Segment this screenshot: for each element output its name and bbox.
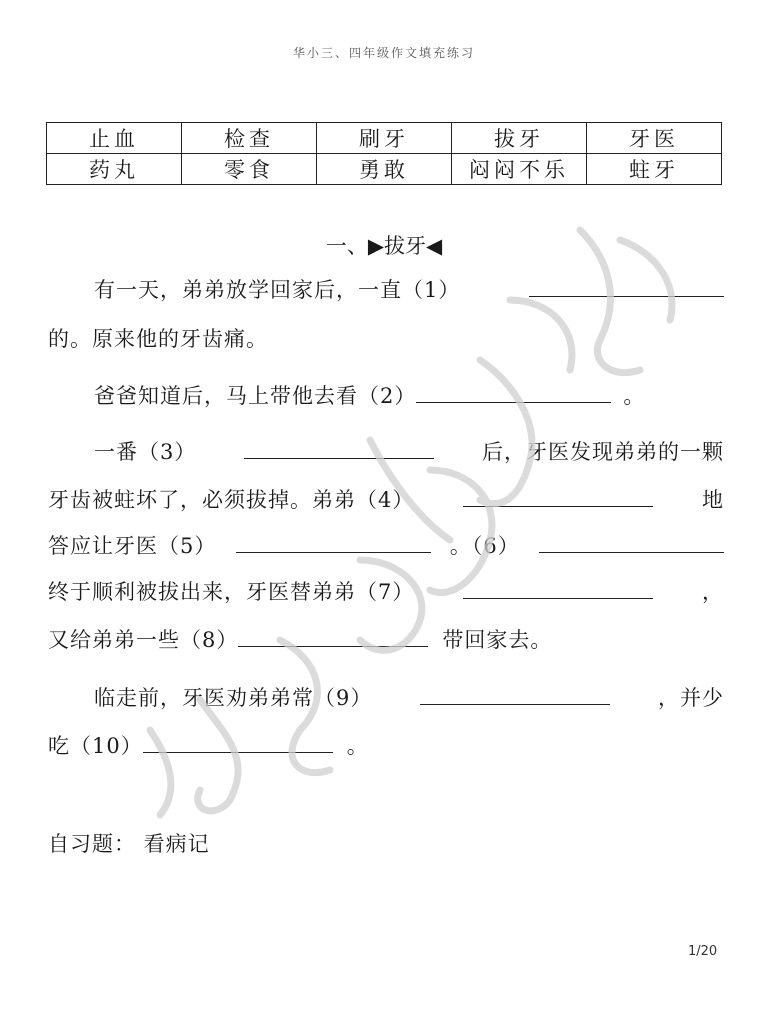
word-cell: 药丸 [47, 154, 182, 185]
word-cell: 勇敢 [317, 154, 452, 185]
blank-5[interactable] [236, 530, 431, 553]
word-cell: 刷牙 [317, 123, 452, 154]
passage-text: ， [701, 580, 724, 604]
passage-text: 吃（10） [48, 734, 143, 758]
passage-line-2 [48, 324, 724, 354]
passage-text: 牙齿被蛀坏了，必须拔掉。弟弟（4） [48, 488, 415, 512]
passage-text: 答应让牙医（5） [48, 534, 217, 558]
blank-8[interactable] [238, 624, 428, 647]
blank-9[interactable] [420, 682, 610, 705]
passage-text: 带回家去。 [442, 628, 553, 652]
passage-line-4 [48, 436, 724, 467]
passage-text: 。（6） [449, 534, 520, 558]
word-cell: 蛀牙 [587, 154, 722, 185]
word-cell: 拔牙 [452, 123, 587, 154]
word-bank-table [46, 122, 722, 185]
word-cell: 零食 [182, 154, 317, 185]
passage-line-3 [48, 380, 724, 411]
passage-text: 爸爸知道后，马上带他去看（2） [94, 384, 417, 408]
passage-text: 临走前，牙医劝弟弟常（9） [94, 686, 373, 710]
passage-line-10 [48, 730, 724, 761]
passage-text: 。 [623, 384, 646, 408]
word-cell: 止血 [47, 123, 182, 154]
blank-7[interactable] [463, 576, 653, 599]
passage-text: 。 [346, 734, 369, 758]
passage-text: 一番（3） [94, 440, 197, 464]
word-bank-row [47, 154, 722, 185]
passage-text: 地 [701, 488, 724, 512]
passage-text: 的。原来他的牙齿痛。 [48, 327, 268, 351]
blank-3[interactable] [244, 436, 434, 459]
word-cell: 牙医 [587, 123, 722, 154]
passage-line-9 [48, 682, 724, 713]
passage-text: 终于顺利被拔出来，牙医替弟弟（7） [48, 580, 415, 604]
word-cell: 闷闷不乐 [452, 154, 587, 185]
passage-line-7 [48, 576, 724, 607]
blank-2[interactable] [416, 380, 611, 403]
passage-line-6 [48, 530, 724, 561]
passage-line-1 [48, 274, 724, 305]
word-cell: 检查 [182, 123, 317, 154]
passage-text: 有一天，弟弟放学回家后，一直（1） [94, 278, 461, 302]
passage-line-8 [48, 624, 724, 655]
section-title: 一、▶拔牙◀ [325, 234, 443, 258]
exercise-title: 自习题： 看病记 [48, 832, 210, 856]
page-number: 1/20 [688, 944, 718, 959]
passage-text: 后，牙医发现弟弟的一颗 [482, 440, 724, 464]
blank-10[interactable] [143, 730, 333, 753]
passage-text: ，并少 [658, 686, 724, 710]
blank-6[interactable] [539, 530, 724, 553]
blank-1[interactable] [529, 274, 724, 297]
passage-line-5 [48, 484, 724, 515]
passage-text: 又给弟弟一些（8） [48, 628, 239, 652]
page-header: 华小三、四年级作文填充练习 [292, 46, 475, 60]
word-bank-row [47, 123, 722, 154]
blank-4[interactable] [463, 484, 653, 507]
